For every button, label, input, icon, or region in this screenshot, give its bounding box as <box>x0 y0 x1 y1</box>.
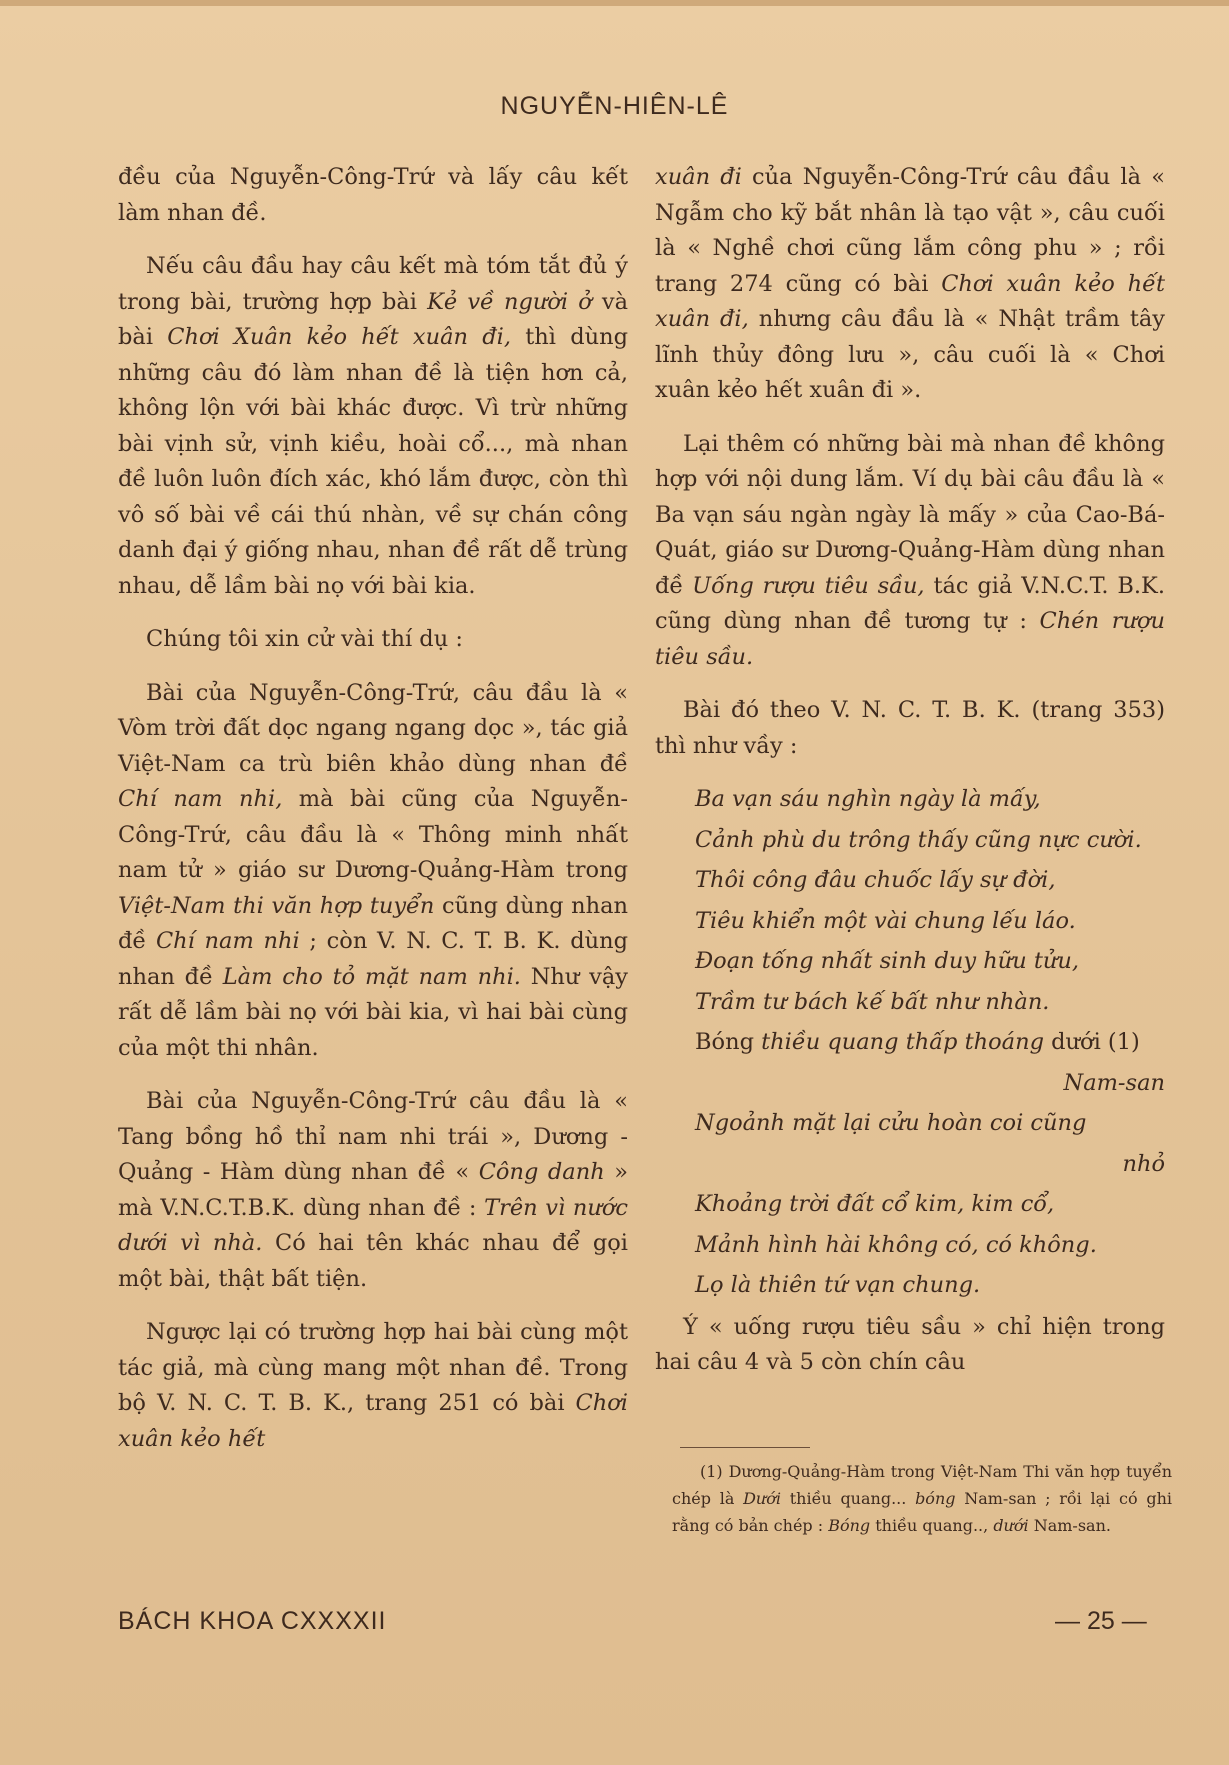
paragraph <box>118 676 628 1067</box>
poem-line: Trầm tư bách kế bất như nhàn. <box>695 988 1050 1015</box>
right-column <box>655 160 1165 1381</box>
text-run: và bài <box>118 288 629 350</box>
text-run: thì dùng những câu đó làm nhan đề là tiện hơn cả, không lộn với bài khác được. Vì trừ những bài vịnh sử, vịnh kiều, hoài cổ..., mà nhan đề luôn luôn đích xác, khó lắm được, còn thì vô số bài về cái thú nhàn, về sự chán công danh đại ý giống nhau, nhan đề rất dễ trùng nhau, dễ lầm bài nọ với bài kia. <box>118 324 628 599</box>
running-header: NGUYỄN-HIÊN-LÊ <box>500 92 729 120</box>
footnote-divider <box>680 1447 810 1448</box>
italic-run: Uống rượu tiêu sầu, <box>692 572 925 599</box>
poem-line: Đoạn tống nhất sinh duy hữu tửu, <box>695 948 1080 974</box>
poem-line: Ngoảnh mặt lại cửu hoàn coi cũng <box>695 1110 1087 1136</box>
text-run: nhưng câu đầu là « Nhật trầm tây lĩnh thủy đông lưu », câu cuối là « Chơi xuân kẻo hết xuân đi ». <box>655 306 1165 403</box>
text-run: Bài của Nguyễn-Công-Trứ, câu đầu là « Vòm trời đất dọc ngang ngang dọc », tác giả Việt-Nam ca trù biên khảo dùng nhan đề <box>118 679 628 777</box>
paragraph <box>118 249 628 604</box>
italic-run: Chí nam nhi, <box>118 786 283 812</box>
poem-line: Nam-san <box>1063 1069 1165 1096</box>
italic-run: Việt-Nam thi văn hợp tuyển <box>118 892 435 919</box>
text-run: Ngược lại có trường hợp hai bài cùng một tác giả, mà cùng mang một nhan đề. Trong bộ V. N. C. T. B. K., trang 251 có bài <box>118 1319 628 1416</box>
italic-run: Làm cho tỏ mặt nam nhi. <box>222 963 521 990</box>
poem-line: Khoảng trời đất cổ kim, kim cổ, <box>695 1191 1055 1217</box>
poem-upright: Bóng <box>695 1029 762 1055</box>
italic-run: Chơi xuân kẻo hết xuân đi, <box>655 270 1165 332</box>
right-paragraphs <box>655 160 1165 764</box>
italic-run: Chí nam nhi <box>155 928 300 954</box>
paragraph <box>118 1084 628 1297</box>
left-column <box>118 160 628 1475</box>
text-run: thiều quang... <box>780 1489 916 1508</box>
poem-line <box>695 1025 1165 1061</box>
italic-run: Chén rượu tiêu sầu. <box>655 608 1165 670</box>
page-top-edge <box>0 0 1229 6</box>
text-run: tác giả V.N.C.T. B.K. cũng dùng nhan đề tương tự : <box>655 572 1165 634</box>
poem-italic: thiều quang thấp thoáng <box>761 1029 1052 1055</box>
right-closing-paragraph: Ý « uống rượu tiêu sầu » chỉ hiện trong hai câu 4 và 5 còn chín câu <box>655 1313 1165 1375</box>
paragraph: Chúng tôi xin cử vài thí dụ : <box>146 626 463 652</box>
poem-line: Tiêu khiển một vài chung lếu láo. <box>695 907 1076 934</box>
text-run: Nam-san ; rồi lại có ghi rằng có bản chép : <box>672 1489 1172 1535</box>
text-run: ; còn V. N. C. T. B. K. dùng nhan đề <box>118 928 628 990</box>
text-run: Nếu câu đầu hay câu kết mà tóm tắt đủ ý trong bài, trường hợp bài <box>118 253 628 315</box>
italic-run: Kẻ về người ở <box>427 288 592 315</box>
poem-line: Thôi công đâu chuốc lấy sự đời, <box>695 867 1056 893</box>
text-run: (1) Dương-Quảng-Hàm trong Việt-Nam Thi văn hợp tuyển chép là <box>672 1462 1172 1508</box>
text-run: cũng dùng nhan đề <box>118 892 629 954</box>
text-run: của Nguyễn-Công-Trứ câu đầu là « Ngẫm cho kỹ bắt nhân là tạo vật », câu cuối là « Nghề chơi cũng lắm công phu » ; rồi trang 274 cũng có bài <box>655 164 1165 297</box>
poem-line: Lọ là thiên tứ vạn chung. <box>695 1272 981 1298</box>
poem-line: Ba vạn sáu nghìn ngày là mấy, <box>695 786 1041 812</box>
italic-run: bóng <box>915 1489 956 1508</box>
text-run: thiều quang.., <box>870 1516 994 1535</box>
italic-run: Chơi Xuân kẻo hết xuân đi, <box>167 324 511 350</box>
text-run: Bài của Nguyễn-Công-Trứ câu đầu là « Tang bồng hồ thỉ nam nhi trái », Dương - Quảng - Hàm dùng nhan đề « <box>118 1088 628 1185</box>
italic-run: Dưới <box>743 1489 781 1508</box>
paragraph <box>655 160 1165 409</box>
journal-footer: BÁCH KHOA CXXXXII <box>118 1607 387 1635</box>
text-run: Như vậy rất dễ lầm bài nọ với bài kia, vì hai bài cùng của một thi nhân. <box>118 963 629 1061</box>
italic-run: Trên vì nước dưới vì nhà. <box>118 1194 628 1256</box>
text-run: Nam-san. <box>1028 1516 1111 1535</box>
poem-upright: dưới (1) <box>1051 1029 1140 1055</box>
text-run: Lại thêm có những bài mà nhan đề không hợp với nội dung lắm. Ví dụ bài câu đầu là « Ba vạn sáu ngàn ngày là mấy » của Cao-Bá-Quát, giáo sư Dương-Quảng-Hàm dùng nhan đề <box>655 430 1165 599</box>
paragraph: đều của Nguyễn-Công-Trứ và lấy câu kết làm nhan đề. <box>118 164 628 226</box>
poem-block <box>695 782 1165 1304</box>
text-run: Bài đó theo V. N. C. T. B. K. (trang 353) thì như vầy : <box>655 697 1165 759</box>
poem-line: Mảnh hình hài không có, có không. <box>695 1231 1097 1258</box>
text-run: mà bài cũng của Nguyễn-Công-Trứ, câu đầu là « Thông minh nhất nam tử » giáo sư Dương-Quảng-Hàm trong <box>118 786 628 883</box>
italic-run: dưới <box>993 1516 1029 1535</box>
paragraph <box>118 1315 628 1457</box>
text-run: Có hai tên khác nhau để gọi một bài, thật bất tiện. <box>118 1230 628 1292</box>
footnote <box>672 1458 1172 1539</box>
page-number: — 25 — <box>1055 1607 1147 1635</box>
italic-run: Bóng <box>828 1516 871 1535</box>
paragraph <box>655 427 1165 676</box>
italic-run: xuân đi <box>655 164 742 190</box>
poem-line: Cảnh phù du trông thấy cũng nực cười. <box>695 826 1142 853</box>
text-run: » mà V.N.C.T.B.K. dùng nhan đề : <box>118 1159 628 1221</box>
paragraph <box>655 693 1165 764</box>
poem-line: nhỏ <box>1122 1150 1165 1177</box>
italic-run: Công danh <box>478 1159 605 1185</box>
italic-run: Chơi xuân kẻo hết <box>118 1390 628 1452</box>
